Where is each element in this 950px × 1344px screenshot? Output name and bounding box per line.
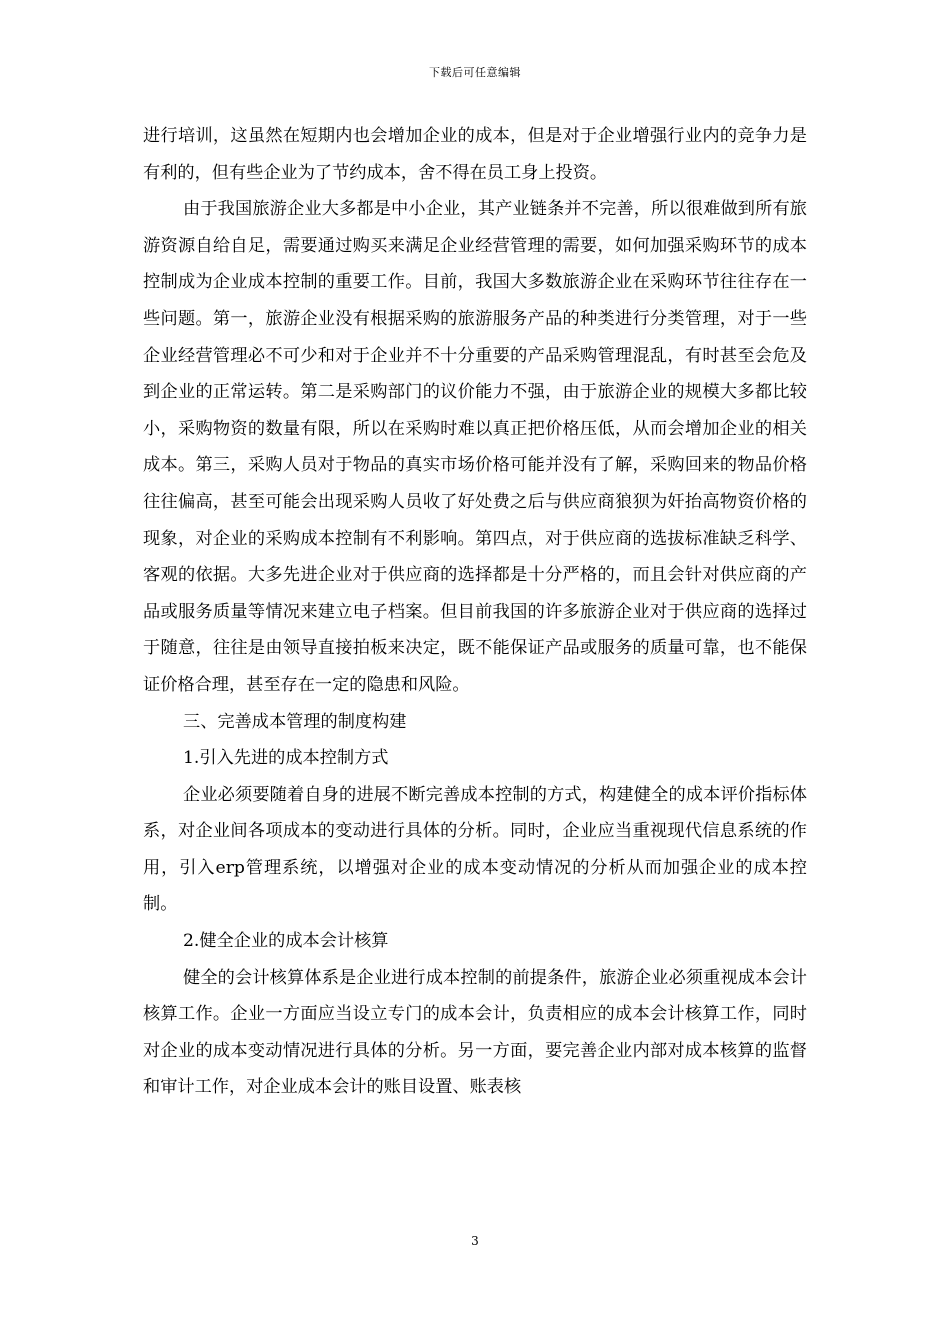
page-header: 下载后可任意编辑 (429, 66, 521, 79)
subheading-1: 1.引入先进的成本控制方式 (183, 748, 389, 769)
paragraph-continuation: 进行培训，这虽然在短期内也会增加企业的成本，但是对于企业增强行业内的竞争力是有利的，但有些企业为了节约成本，舍不得在员工身上投资。 (143, 126, 807, 183)
subheading-2: 2.健全企业的成本会计核算 (183, 931, 389, 952)
page-number: 3 (471, 1234, 479, 1248)
paragraph-procurement-issues: 由于我国旅游企业大多都是中小企业，其产业链条并不完善，所以很难做到所有旅游资源自给自足，需要通过购买来满足企业经营管理的需要，如何加强采购环节的成本控制成为企业成本控制的重要工作。目前，我国大多数旅游企业在采购环节往往存在一些问题。第一，旅游企业没有根据采购的旅游服务产品的种类进行分类管理，对于一些企业经营管理必不可少和对于企业并不十分重要的产品采购管理混乱，有时甚至会危及到企业的正常运转。第二是采购部门的议价能力不强，由于旅游企业的规模大多都比较小，采购物资的数量有限，所以在采购时难以真正把价格压低，从而会增加企业的相关成本。第三，采购人员对于物品的真实市场价格可能并没有了解，采购回来的物品价格往往偏高，甚至可能会出现采购人员收了好处费之后与供应商狼狈为奸抬高物资价格的现象，对企业的采购成本控制有不利影响。第四点，对于供应商的选拔标准缺乏科学、客观的依据。大多先进企业对于供应商的选择都是十分严格的，而且会针对供应商的产品或服务质量等情况来建立电子档案。但目前我国的许多旅游企业对于供应商的选择过于随意，往往是由领导直接拍板来决定，既不能保证产品或服务的质量可靠，也不能保证价格合理，甚至存在一定的隐患和风险。 (143, 199, 807, 695)
paragraph-cost-control-method: 企业必须要随着自身的进展不断完善成本控制的方式，构建健全的成本评价指标体系，对企业间各项成本的变动进行具体的分析。同时，企业应当重视现代信息系统的作用，引入erp管理系统，以增强对企业的成本变动情况的分析从而加强企业的成本控制。 (143, 784, 807, 915)
document-body (143, 118, 807, 1106)
section-heading-3: 三、完善成本管理的制度构建 (183, 711, 407, 732)
paragraph-cost-accounting: 健全的会计核算体系是企业进行成本控制的前提条件，旅游企业必须重视成本会计核算工作。企业一方面应当设立专门的成本会计，负责相应的成本会计核算工作，同时对企业的成本变动情况进行具体的分析。另一方面，要完善企业内部对成本核算的监督和审计工作，对企业成本会计的账目设置、账表核 (143, 967, 807, 1098)
